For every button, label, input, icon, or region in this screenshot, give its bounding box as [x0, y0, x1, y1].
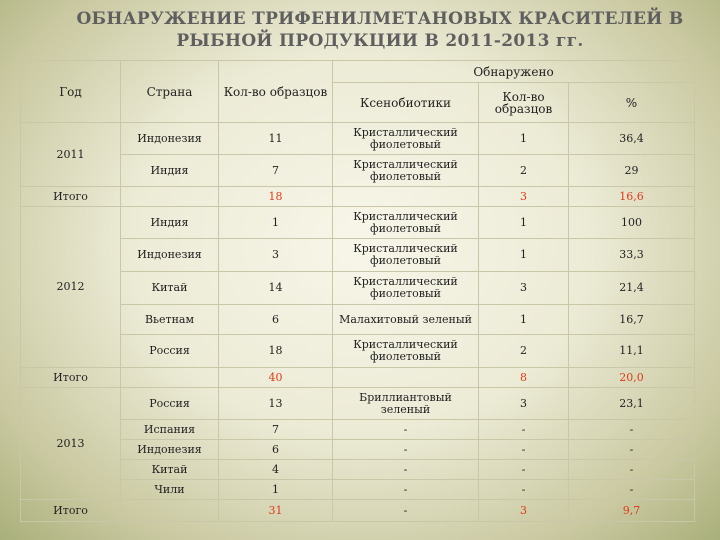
header-row-1	[21, 61, 695, 83]
detected-count-cell: -	[479, 480, 569, 500]
total-samples: 31	[219, 500, 333, 522]
country-cell: Индия	[121, 207, 219, 239]
total-xenobiotic: -	[333, 500, 479, 522]
detected-count-cell: 2	[479, 155, 569, 187]
country-cell: Россия	[121, 388, 219, 420]
table-row	[21, 335, 695, 368]
samples-cell: 7	[219, 420, 333, 440]
samples-cell: 13	[219, 388, 333, 420]
total-detected: 8	[479, 368, 569, 388]
country-cell: Индонезия	[121, 239, 219, 272]
table-row	[21, 460, 695, 480]
table-row	[21, 272, 695, 305]
xenobiotic-cell: Кристаллический фиолетовый	[333, 155, 479, 187]
header-country: Страна	[121, 61, 219, 123]
samples-cell: 3	[219, 239, 333, 272]
country-cell: Китай	[121, 272, 219, 305]
total-empty-country	[121, 500, 219, 522]
country-cell: Испания	[121, 420, 219, 440]
percent-cell: 11,1	[569, 335, 695, 368]
percent-cell: 16,7	[569, 305, 695, 335]
samples-cell: 6	[219, 305, 333, 335]
table-row	[21, 388, 695, 420]
detected-count-cell: 3	[479, 388, 569, 420]
total-empty-country	[121, 187, 219, 207]
samples-cell: 14	[219, 272, 333, 305]
percent-cell: -	[569, 480, 695, 500]
year-cell: 2013	[21, 388, 121, 500]
percent-cell: 36,4	[569, 123, 695, 155]
total-label: Итого	[21, 368, 121, 388]
percent-cell: 33,3	[569, 239, 695, 272]
table-row	[21, 155, 695, 187]
country-cell: Чили	[121, 480, 219, 500]
detected-count-cell: -	[479, 420, 569, 440]
total-xenobiotic	[333, 368, 479, 388]
total-percent: 16,6	[569, 187, 695, 207]
percent-cell: 23,1	[569, 388, 695, 420]
total-label: Итого	[21, 500, 121, 522]
total-detected: 3	[479, 187, 569, 207]
table-row	[21, 239, 695, 272]
xenobiotic-cell: Кристаллический фиолетовый	[333, 207, 479, 239]
page-title	[60, 8, 700, 52]
country-cell: Индонезия	[121, 440, 219, 460]
samples-cell: 7	[219, 155, 333, 187]
total-row	[21, 500, 695, 522]
samples-cell: 6	[219, 440, 333, 460]
total-percent: 20,0	[569, 368, 695, 388]
country-cell: Индонезия	[121, 123, 219, 155]
table-row	[21, 440, 695, 460]
xenobiotic-cell: Кристаллический фиолетовый	[333, 239, 479, 272]
detected-count-cell: -	[479, 440, 569, 460]
xenobiotic-cell: -	[333, 440, 479, 460]
detected-count-cell: 2	[479, 335, 569, 368]
year-cell: 2011	[21, 123, 121, 187]
header-xenobiotics: Ксенобиотики	[333, 83, 479, 123]
country-cell: Россия	[121, 335, 219, 368]
percent-cell: 29	[569, 155, 695, 187]
total-samples: 18	[219, 187, 333, 207]
percent-cell: -	[569, 440, 695, 460]
total-row	[21, 368, 695, 388]
detected-count-cell: 3	[479, 272, 569, 305]
xenobiotic-cell: Малахитовый зеленый	[333, 305, 479, 335]
total-xenobiotic	[333, 187, 479, 207]
country-cell: Индия	[121, 155, 219, 187]
total-percent: 9,7	[569, 500, 695, 522]
xenobiotic-cell: Кристаллический фиолетовый	[333, 335, 479, 368]
header-detected-samples: Кол-во образцов	[479, 83, 569, 123]
year-cell: 2012	[21, 207, 121, 368]
samples-cell: 1	[219, 480, 333, 500]
country-cell: Вьетнам	[121, 305, 219, 335]
detected-count-cell: 1	[479, 239, 569, 272]
table-row	[21, 207, 695, 239]
xenobiotic-cell: -	[333, 420, 479, 440]
detected-count-cell: 1	[479, 305, 569, 335]
samples-cell: 1	[219, 207, 333, 239]
xenobiotic-cell: Бриллиантовый зеленый	[333, 388, 479, 420]
header-percent: %	[569, 83, 695, 123]
xenobiotic-cell: Кристаллический фиолетовый	[333, 123, 479, 155]
percent-cell: -	[569, 420, 695, 440]
percent-cell: -	[569, 460, 695, 480]
percent-cell: 21,4	[569, 272, 695, 305]
title-line-2: РЫБНОЙ ПРОДУКЦИИ В 2011-2013 гг.	[176, 31, 584, 51]
xenobiotic-cell: -	[333, 460, 479, 480]
title-line-1: ОБНАРУЖЕНИЕ ТРИФЕНИЛМЕТАНОВЫХ КРАСИТЕЛЕЙ В	[76, 9, 684, 29]
table-row	[21, 305, 695, 335]
total-label: Итого	[21, 187, 121, 207]
total-row	[21, 187, 695, 207]
header-year: Год	[21, 61, 121, 123]
country-cell: Китай	[121, 460, 219, 480]
results-table	[20, 60, 695, 522]
table-row	[21, 480, 695, 500]
xenobiotic-cell: Кристаллический фиолетовый	[333, 272, 479, 305]
total-samples: 40	[219, 368, 333, 388]
detected-count-cell: -	[479, 460, 569, 480]
samples-cell: 18	[219, 335, 333, 368]
detected-count-cell: 1	[479, 207, 569, 239]
total-empty-country	[121, 368, 219, 388]
table-row	[21, 420, 695, 440]
header-samples: Кол-во образцов	[219, 61, 333, 123]
xenobiotic-cell: -	[333, 480, 479, 500]
total-detected: 3	[479, 500, 569, 522]
samples-cell: 11	[219, 123, 333, 155]
percent-cell: 100	[569, 207, 695, 239]
header-detected: Обнаружено	[333, 61, 695, 83]
table-row	[21, 123, 695, 155]
detected-count-cell: 1	[479, 123, 569, 155]
samples-cell: 4	[219, 460, 333, 480]
